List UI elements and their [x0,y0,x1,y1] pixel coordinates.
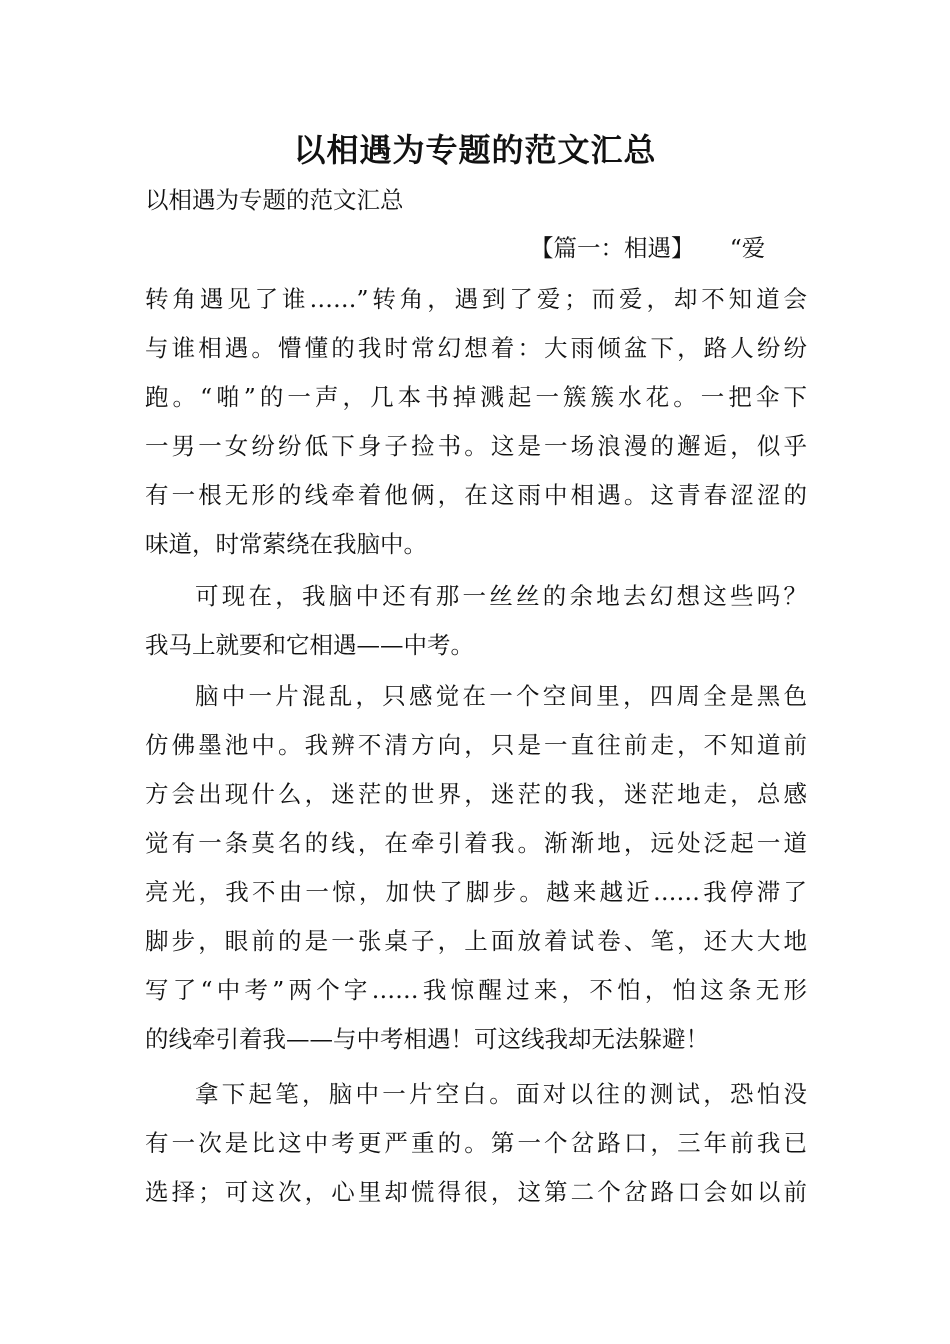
text-line: 转角遇见了谁……”转角，遇到了爱；而爱，却不知道会 [145,285,807,313]
text-line: 方会出现什么，迷茫的世界，迷茫的我，迷茫地走，总感 [145,780,807,808]
text-line: 的线牵引着我——与中考相遇！可这线我却无法躲避！ [145,1025,709,1053]
text-line: 脑中一片混乱，只感觉在一个空间里，四周全是黑色 [195,682,807,710]
text-line: 有一根无形的线牵着他俩，在这雨中相遇。这青春涩涩的 [145,481,807,509]
text-line: 与谁相遇。懵懂的我时常幻想着：大雨倾盆下，路人纷纷 [145,334,807,362]
paragraph-1 [145,275,807,569]
text-line: 写了“中考”两个字……我惊醒过来，不怕，怕这条无形 [145,976,807,1004]
text-line: 我马上就要和它相遇——中考。 [145,631,474,659]
text-line: 亮光，我不由一惊，加快了脚步。越来越近……我停滞了 [145,878,807,906]
text-line: 跑。“啪”的一声，几本书掉溅起一簇簇水花。一把伞下 [145,383,807,411]
text-line: 一男一女纷纷低下身子捡书。这是一场浪漫的邂逅，似乎 [145,432,807,460]
paragraph-3 [145,672,807,1064]
document-title: 以相遇为专题的范文汇总 [293,131,657,169]
section-heading: 【篇一：相遇】 “爱 [530,234,766,262]
text-line: 脚步，眼前的是一张桌子，上面放着试卷、笔，还大大地 [145,927,807,955]
text-line: 味道，时常萦绕在我脑中。 [145,530,427,558]
text-line: 有一次是比这中考更严重的。第一个岔路口，三年前我已 [145,1129,807,1157]
text-line: 可现在，我脑中还有那一丝丝的余地去幻想这些吗？ [195,582,807,610]
text-line: 选择；可这次，心里却慌得很，这第二个岔路口会如以前 [145,1178,807,1206]
text-line: 觉有一条莫名的线，在牵引着我。渐渐地，远处泛起一道 [145,829,807,857]
text-line: 拿下起笔，脑中一片空白。面对以往的测试，恐怕没 [195,1080,807,1108]
document-subtitle: 以相遇为专题的范文汇总 [145,186,404,214]
text-line: 仿佛墨池中。我辨不清方向，只是一直往前走，不知道前 [145,731,807,759]
paragraph-4 [145,1070,807,1217]
paragraph-2 [145,572,807,670]
